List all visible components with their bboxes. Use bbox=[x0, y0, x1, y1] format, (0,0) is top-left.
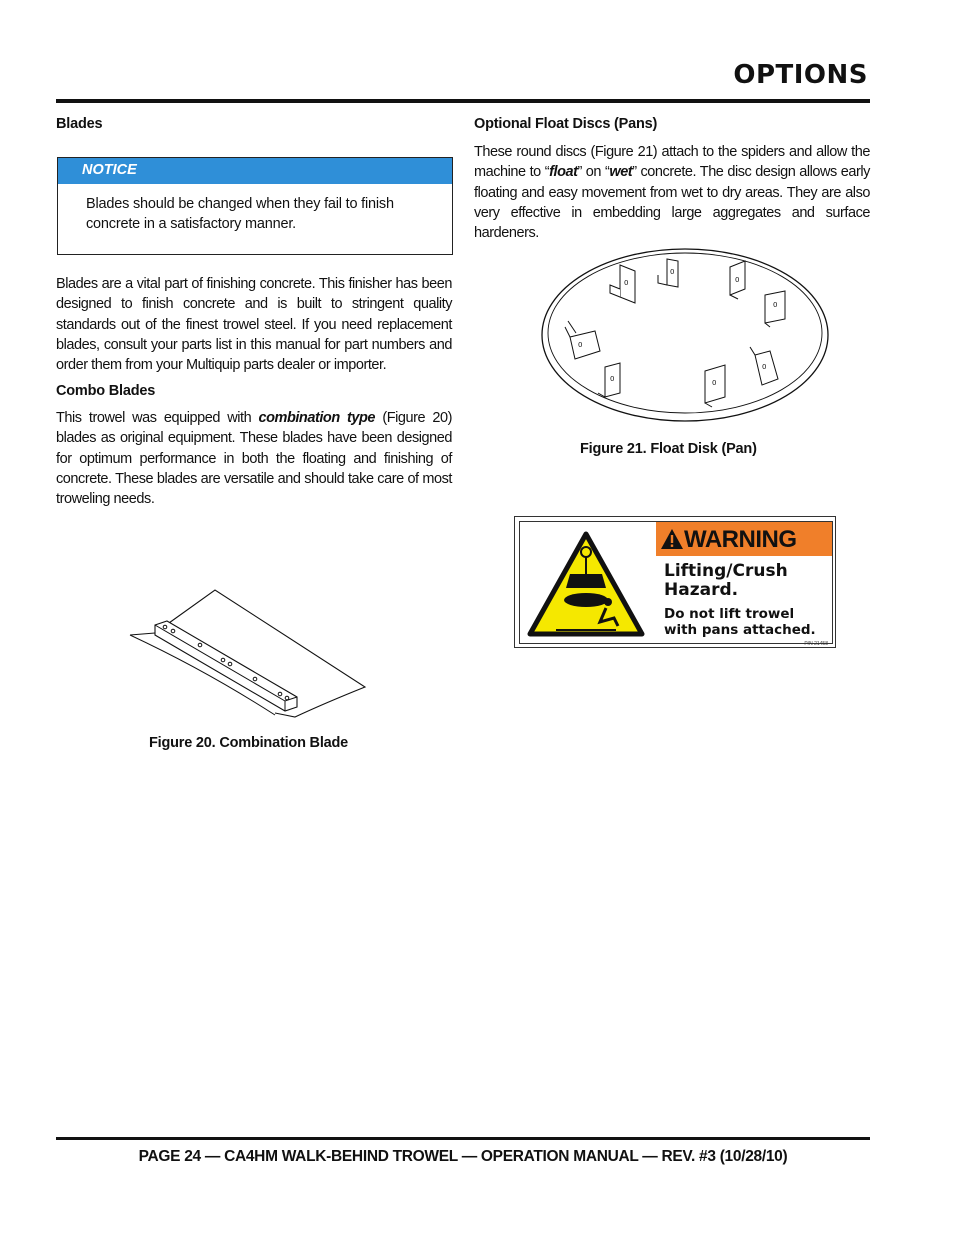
combination-blade-illustration bbox=[125, 585, 370, 725]
notice-text: Blades should be changed when they fail to finish concrete in a satisfactory manner. bbox=[86, 196, 394, 232]
warning-triangle-icon bbox=[660, 528, 684, 550]
blades-heading: Blades bbox=[56, 116, 103, 132]
svg-text:0: 0 bbox=[762, 363, 767, 371]
warning-instruction: Do not lift trowel with pans attached. bbox=[664, 606, 816, 638]
blades-paragraph: Blades are a vital part of finishing concrete. This finisher has been designed to finish concrete and is built to stringent quality standards out of the finest trowel steel. If you need replacement blades, consult your parts list in this manual for part numbers and order them from your Multiquip parts dealer or importer. bbox=[56, 276, 452, 374]
page-footer: PAGE 24 — CA4HM WALK-BEHIND TROWEL — OPERATION MANUAL — REV. #3 (10/28/10) bbox=[138, 1148, 788, 1165]
warning-header: WARNING bbox=[656, 522, 832, 556]
float-discs-heading: Optional Float Discs (Pans) bbox=[474, 116, 658, 132]
float-disk-illustration bbox=[540, 247, 830, 427]
svg-text:0: 0 bbox=[712, 379, 717, 387]
figure-20-caption: Figure 20. Combination Blade bbox=[149, 735, 349, 751]
svg-text:0: 0 bbox=[610, 375, 615, 383]
float-discs-paragraph: These round discs (Figure 21) attach to the spiders and allow the machine to “float” on “wet” concrete. The disc design allows early floating and easy movement from wet to dry areas. They are also very effective in embedding large aggregates and surface hardeners. bbox=[474, 144, 870, 242]
crush-hazard-icon bbox=[526, 530, 646, 638]
svg-text:0: 0 bbox=[624, 279, 629, 287]
figure-21-caption: Figure 21. Float Disk (Pan) bbox=[580, 441, 757, 457]
combination-type-emphasis: combination type bbox=[258, 410, 376, 426]
warning-part-number: P/N 21458 bbox=[804, 641, 828, 647]
notice-label: NOTICE bbox=[58, 158, 452, 184]
header-rule bbox=[56, 99, 870, 103]
combo-blades-paragraph: This trowel was equipped with combination type (Figure 20) blades as original equipment. These blades have been designed for optimum performance in both the floating and finishing of concrete. These blades are versatile and should take care of most troweling needs. bbox=[56, 410, 452, 508]
warning-hazard-title: Lifting/Crush Hazard. bbox=[664, 561, 788, 600]
combo-blades-heading: Combo Blades bbox=[56, 383, 156, 399]
svg-text:0: 0 bbox=[578, 341, 583, 349]
notice-box bbox=[57, 157, 453, 255]
footer-rule bbox=[56, 1137, 870, 1140]
svg-text:0: 0 bbox=[735, 276, 740, 284]
warning-decal bbox=[514, 516, 836, 648]
svg-text:0: 0 bbox=[773, 301, 778, 309]
page-title: OPTIONS bbox=[733, 60, 868, 90]
svg-text:0: 0 bbox=[670, 268, 675, 276]
